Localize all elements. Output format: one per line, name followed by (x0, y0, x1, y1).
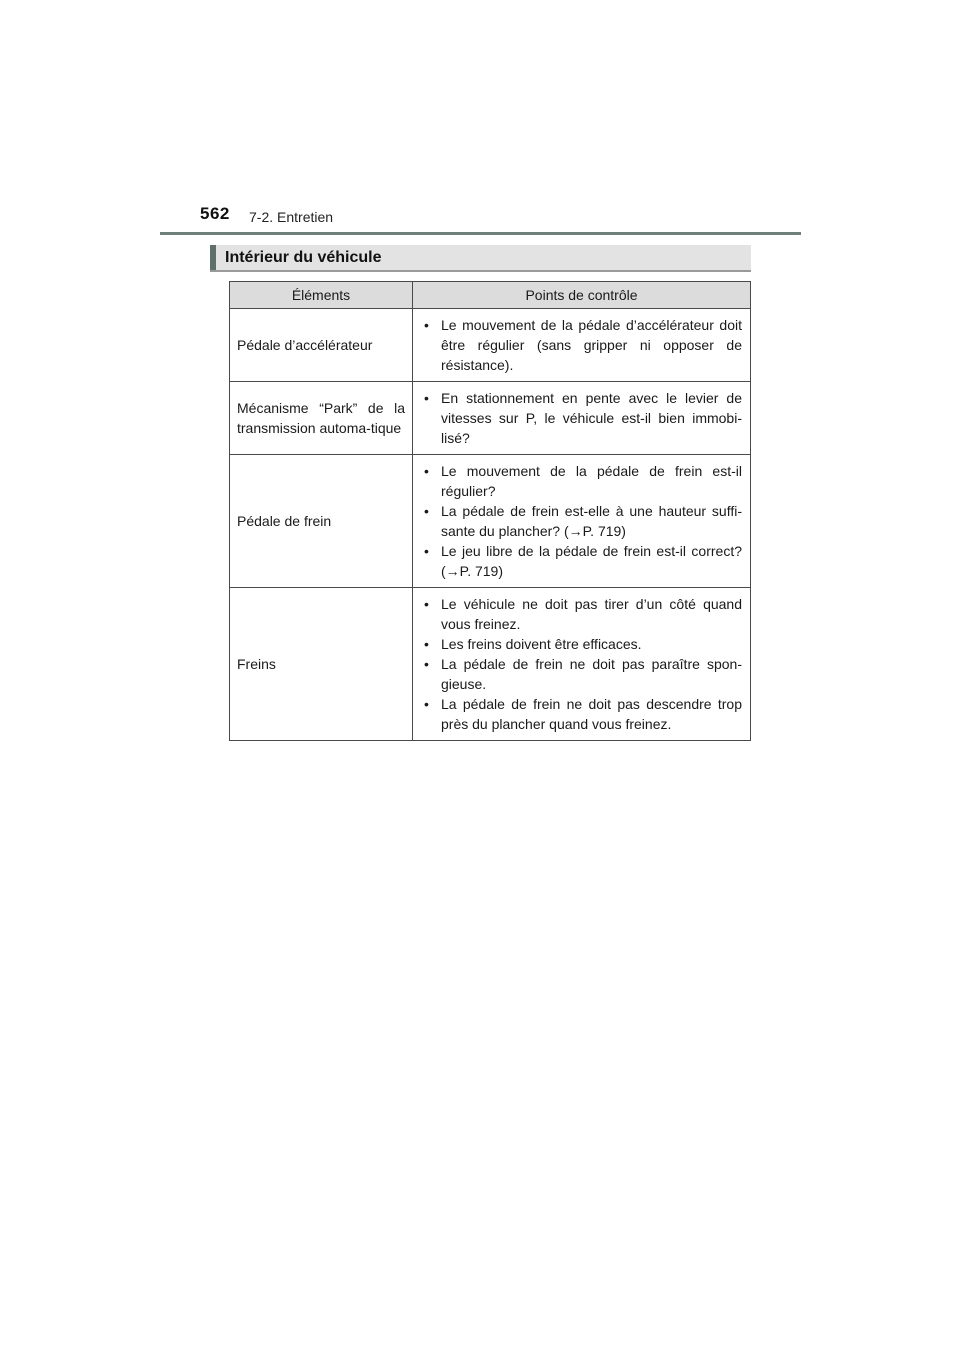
table-row (230, 455, 751, 588)
section-title: Intérieur du véhicule (225, 249, 382, 266)
chapter-title: 7-2. Entretien (249, 209, 334, 225)
check-point: • La pédale de frein est-elle à une hauteur suffi-sante du plancher? (→P. 719) (421, 501, 742, 541)
row-check-points (413, 588, 751, 741)
section-heading-accent-bar (210, 245, 216, 270)
check-point: • En stationnement en pente avec le levier de vitesses sur P, le véhicule est-il bien immobi-lisé? (421, 388, 742, 448)
check-point: • Le jeu libre de la pédale de frein est-il correct? (→P. 719) (421, 541, 742, 581)
check-point: • La pédale de frein ne doit pas paraître spon-gieuse. (421, 654, 742, 694)
table-row (230, 309, 751, 382)
check-point: • La pédale de frein ne doit pas descendre trop près du plancher quand vous freinez. (421, 694, 742, 734)
row-item-label: Pédale d’accélérateur (230, 309, 413, 382)
check-point: • Le mouvement de la pédale de frein est-il régulier? (421, 461, 742, 501)
check-point: • Le véhicule ne doit pas tirer d’un côté quand vous freinez. (421, 594, 742, 634)
table-row (230, 382, 751, 455)
page-number: 562 (200, 204, 230, 223)
row-item-label: Pédale de frein (230, 455, 413, 588)
table-header-row (230, 282, 751, 309)
check-point: • Le mouvement de la pédale d’accélérateur doit être régulier (sans gripper ni opposer de résistance). (421, 315, 742, 375)
row-item-label: Mécanisme “Park” de la transmission automa-tique (230, 382, 413, 455)
row-check-points (413, 382, 751, 455)
row-check-points (413, 309, 751, 382)
header-divider (160, 232, 801, 235)
column-header-check-points: Points de contrôle (413, 282, 751, 309)
section-heading (210, 245, 751, 272)
inspection-table (229, 281, 751, 741)
check-point: • Les freins doivent être efficaces. (421, 634, 742, 654)
row-item-label: Freins (230, 588, 413, 741)
row-check-points (413, 455, 751, 588)
column-header-items: Éléments (230, 282, 413, 309)
table-row (230, 588, 751, 741)
